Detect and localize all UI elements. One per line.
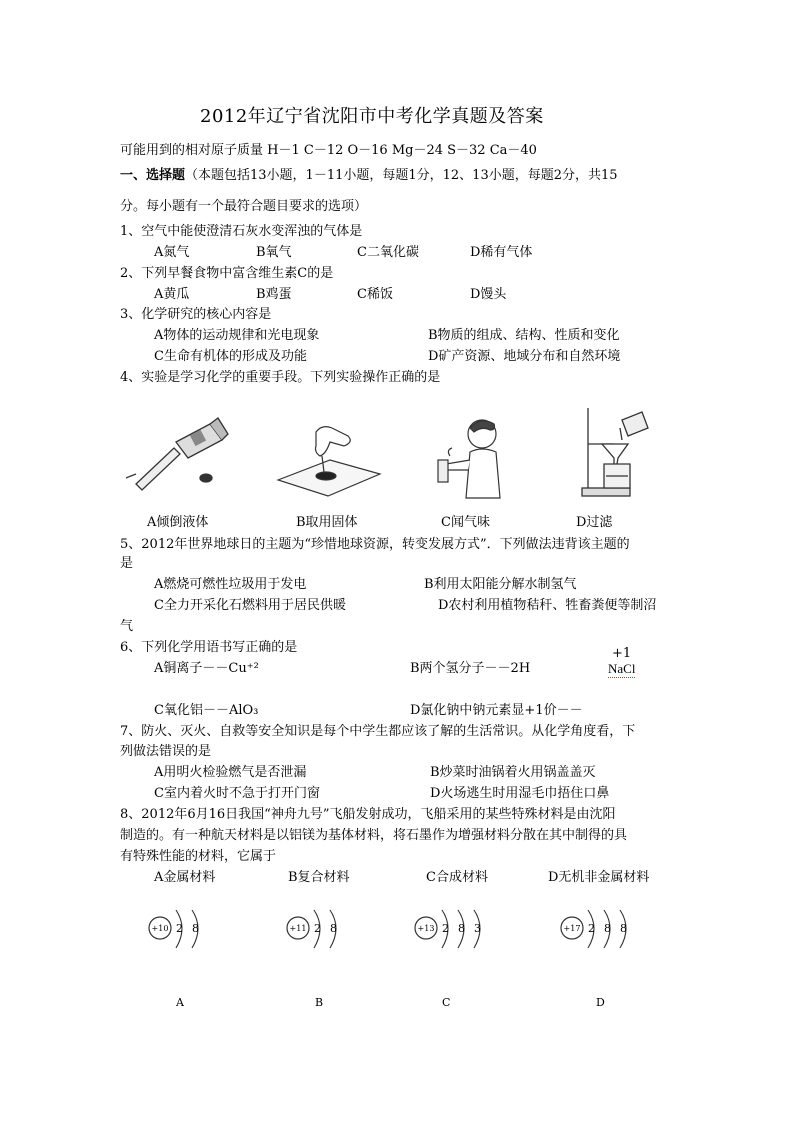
electron-count: 8 (192, 922, 199, 935)
electron-count: 8 (620, 922, 627, 935)
q4-option-b: B取用固体 (296, 515, 358, 530)
q7-option-b: B炒菜时油锅着火用锅盖盖灭 (430, 765, 596, 780)
q8-stem-1: 8、2012年6月16日我国“神舟九号”飞船发射成功，飞船采用的某些特殊材料是由沈阳 (120, 807, 616, 822)
q5-option-b: B利用太阳能分解水制氢气 (424, 577, 577, 592)
electron-count: 8 (458, 922, 465, 935)
q6-option-c: C氧化铝－－AlO₃ (154, 703, 259, 718)
q5-option-d: D农村利用植物秸秆、牲畜粪便等制沼 (438, 598, 657, 613)
q5-stem-2: 是 (120, 556, 134, 571)
section-header (120, 168, 618, 184)
q3-stem: 3、化学研究的核心内容是 (120, 307, 272, 322)
atom-diagram-b (284, 896, 384, 960)
nucleus-charge: +17 (563, 924, 581, 933)
atomic-mass-line: 可能用到的相对原子质量 H－1 C－12 O－16 Mg－24 S－32 Ca－40 (120, 143, 537, 158)
section-desc-1: （本题包括13小题，1－11小题，每题1分，12、13小题，每题2分，共15 (185, 168, 618, 183)
filtration-figure (576, 400, 658, 504)
taking-solid-figure (270, 402, 390, 502)
q4-option-d: D过滤 (576, 515, 613, 530)
nacl-formula: NaCl (608, 661, 636, 676)
q6-option-d: D氯化钠中钠元素显+1价－－ (410, 703, 583, 718)
atom-diagram-c (412, 896, 512, 960)
q7-option-c: C室内着火时不急于打开门窗 (154, 786, 320, 801)
electron-count: 2 (176, 922, 183, 935)
q7-option-d: D火场逃生时用湿毛巾捂住口鼻 (430, 786, 610, 801)
electron-count: 2 (314, 922, 321, 935)
pouring-liquid-figure (118, 396, 248, 502)
atom-label-c: C (442, 996, 451, 1009)
q6-option-b: B两个氢分子－－2H (410, 661, 531, 676)
nacl-charge: +1 (612, 646, 632, 661)
q5-option-a: A燃烧可燃性垃圾用于发电 (154, 577, 307, 592)
q1-option-d: D稀有气体 (470, 245, 533, 260)
electron-count: 8 (330, 922, 337, 935)
q7-stem-2: 列做法错误的是 (120, 744, 212, 759)
page-title: 2012年辽宁省沈阳市中考化学真题及答案 (200, 106, 544, 127)
q3-option-a: A物体的运动规律和光电现象 (154, 328, 320, 343)
q5-option-c: C全力开采化石燃料用于居民供暖 (154, 598, 346, 613)
q3-option-d: D矿产资源、地域分布和自然环境 (428, 349, 621, 364)
q8-stem-3: 有特殊性能的材料，它属于 (120, 849, 277, 864)
section-heading: 一、选择题 (120, 168, 186, 183)
nucleus-charge: +13 (417, 924, 435, 933)
electron-count: 3 (474, 922, 481, 935)
section-desc-2: 分。每小题有一个最符合题目要求的选项） (120, 199, 368, 214)
electron-count: 2 (588, 922, 595, 935)
smelling-gas-figure (430, 412, 520, 504)
atom-label-a: A (176, 996, 184, 1009)
q4-option-a: A倾倒液体 (147, 515, 209, 530)
atom-label-d: D (596, 996, 605, 1009)
q7-stem-1: 7、防火、灭火、自救等安全知识是每个中学生都应该了解的生活常识。从化学角度看，下 (120, 724, 636, 739)
q7-option-a: A用明火检验燃气是否泄漏 (154, 765, 307, 780)
q2-option-b: B鸡蛋 (256, 287, 292, 302)
electron-count: 2 (442, 922, 449, 935)
q3-option-c: C生命有机体的形成及功能 (154, 349, 307, 364)
q2-option-c: C稀饭 (357, 287, 393, 302)
q6-option-a: A铜离子－－Cu⁺² (154, 661, 259, 676)
q8-stem-2: 制造的。有一种航天材料是以铝镁为基体材料，将石墨作为增强材料分散在其中制得的具 (120, 828, 628, 843)
atom-label-b: B (315, 996, 324, 1009)
q2-stem: 2、下列早餐食物中富含维生素C的是 (120, 266, 334, 281)
q4-option-c: C闻气味 (441, 515, 490, 530)
q4-stem: 4、实验是学习化学的重要手段。下列实验操作正确的是 (120, 370, 441, 385)
q2-option-d: D馒头 (470, 287, 507, 302)
q8-option-b: B复合材料 (288, 870, 350, 885)
q5-stem-1: 5、2012年世界地球日的主题为“珍惜地球资源，转变发展方式”．下列做法违背该主题的 (120, 537, 630, 552)
q8-option-d: D无机非金属材料 (548, 870, 650, 885)
q3-option-b: B物质的组成、结构、性质和变化 (428, 328, 620, 343)
q8-option-c: C合成材料 (426, 870, 488, 885)
atom-diagram-d (558, 896, 658, 960)
q1-option-a: A氮气 (154, 245, 190, 260)
q1-option-b: B氧气 (256, 245, 292, 260)
q2-option-a: A黄瓜 (154, 287, 190, 302)
nucleus-charge: +11 (289, 924, 307, 933)
atom-diagram-a (146, 896, 246, 960)
nucleus-charge: +10 (151, 924, 169, 933)
electron-count: 8 (604, 922, 611, 935)
q1-option-c: C二氧化碳 (357, 245, 419, 260)
q6-stem: 6、下列化学用语书写正确的是 (120, 640, 298, 655)
q5-option-d-cont: 气 (120, 619, 134, 634)
q8-option-a: A金属材料 (154, 870, 216, 885)
q1-stem: 1、空气中能使澄清石灰水变浑浊的气体是 (120, 224, 363, 239)
